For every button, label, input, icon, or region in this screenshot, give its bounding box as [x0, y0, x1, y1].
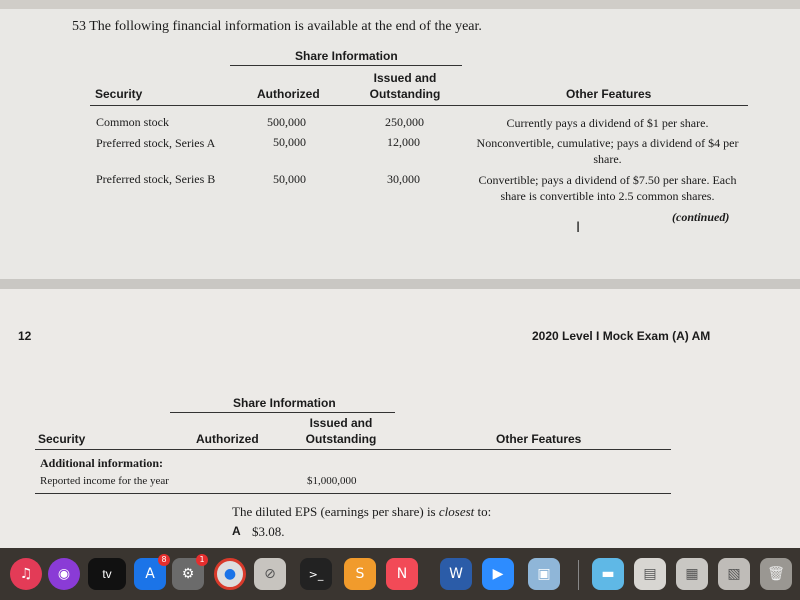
row-3-authorized: 50,000 — [273, 172, 306, 186]
share-information-header: Share Information — [295, 49, 398, 63]
mac-dock — [0, 548, 800, 600]
row-2-authorized: 50,000 — [273, 135, 306, 149]
system-preferences-badge: 1 — [196, 554, 208, 566]
podcasts-app-icon[interactable]: ◉ — [48, 558, 80, 590]
share-info-rule — [230, 65, 462, 66]
text-cursor-icon: I — [576, 220, 581, 236]
document-stack-icon[interactable]: ▤ — [634, 558, 666, 590]
top-toolbar — [0, 0, 800, 9]
exam-title: 2020 Level I Mock Exam (A) AM — [532, 329, 711, 343]
share-info-rule-2 — [170, 412, 395, 413]
additional-info-label: Additional information: — [40, 456, 164, 470]
row-2-security: Preferred stock, Series A — [96, 136, 216, 150]
col-header-security: Security — [95, 87, 143, 101]
option-a-letter: A — [232, 524, 241, 538]
header-rule — [90, 105, 748, 106]
dock-divider — [578, 560, 579, 590]
document-page-2 — [0, 289, 800, 548]
preview-app-icon[interactable]: ▣ — [528, 558, 560, 590]
row-3-other: Convertible; pays a dividend of $7.50 per share. Each share is convertible into 2.5 common shares. — [478, 173, 737, 203]
sublime-text-icon[interactable]: S — [344, 558, 376, 590]
col-header-issued: Issued and Outstanding — [369, 71, 441, 101]
bottom-rule-2 — [35, 493, 671, 494]
page-number: 12 — [18, 329, 32, 343]
page-gap — [0, 279, 800, 289]
blocked-app-icon[interactable]: ⊘ — [254, 558, 286, 590]
trash-icon[interactable]: 🗑 — [760, 558, 792, 590]
share-information-header-2: Share Information — [233, 396, 336, 410]
row-3-security: Preferred stock, Series B — [96, 172, 216, 186]
row-2-other: Nonconvertible, cumulative; pays a dividend of $4 per share. — [476, 136, 739, 166]
app-store-icon[interactable]: A 8 — [134, 558, 166, 590]
music-app-icon[interactable]: ♫ — [10, 558, 42, 590]
col-header-authorized: Authorized — [257, 87, 320, 101]
header-rule-2 — [35, 449, 671, 450]
col-header-other: Other Features — [566, 87, 652, 101]
apple-tv-app-icon[interactable] — [88, 558, 126, 590]
col-header-authorized-2: Authorized — [196, 432, 259, 446]
col-header-security-2: Security — [38, 432, 86, 446]
row-2-issued: 12,000 — [387, 135, 420, 149]
chrome-icon[interactable]: ● — [214, 558, 246, 590]
reported-income-label: Reported income for the year — [40, 475, 169, 487]
terminal-icon[interactable]: >_ — [300, 558, 332, 590]
app-store-badge: 8 — [158, 554, 170, 566]
row-1-security: Common stock — [96, 115, 170, 129]
apple-tv-label: tv — [102, 567, 112, 581]
document-page-1 — [0, 9, 800, 279]
row-1-other: Currently pays a dividend of $1 per share. — [506, 116, 709, 130]
row-1-issued: 250,000 — [385, 115, 424, 129]
system-preferences-icon[interactable]: ⚙ 1 — [172, 558, 204, 590]
row-3-issued: 30,000 — [387, 172, 420, 186]
downloads-stack-icon[interactable]: ▧ — [718, 558, 750, 590]
row-1-authorized: 500,000 — [267, 115, 306, 129]
news-app-icon[interactable]: N — [386, 558, 418, 590]
folder-icon[interactable]: ▬ — [592, 558, 624, 590]
col-header-issued-2: Issued and Outstanding — [305, 416, 377, 446]
question-53-text: 53 The following financial information is available at the end of the year. — [72, 19, 482, 34]
zoom-icon[interactable]: ▶ — [482, 558, 514, 590]
word-icon[interactable]: W — [440, 558, 472, 590]
reported-income-value: $1,000,000 — [307, 475, 357, 487]
screenshot-stack-icon[interactable]: ▦ — [676, 558, 708, 590]
col-header-other-2: Other Features — [496, 432, 582, 446]
question-stem: The diluted EPS (earnings per share) is closest to: — [232, 504, 492, 519]
option-a-value: $3.08. — [252, 524, 285, 539]
continued-label: (continued) — [672, 210, 730, 224]
